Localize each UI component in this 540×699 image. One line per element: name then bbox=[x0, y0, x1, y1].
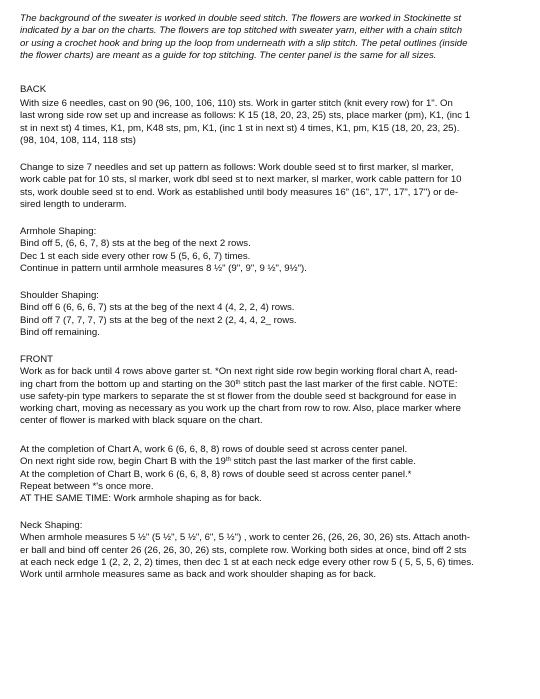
text-line: at each neck edge 1 (2, 2, 2, 2) times, then dec 1 st at each neck edge every other row 5 ( 5, 5, 5, 6) times. bbox=[20, 556, 474, 568]
text-line: When armhole measures 5 ½" (5 ½", 5 ½", 6", 5 ½") , work to center 26, (26, 26, 30, 26) sts. Attach anoth- bbox=[20, 532, 471, 544]
shoulder-shaping-section bbox=[20, 290, 520, 339]
text-line: work cable pat for 10 sts, sl marker, work dbl seed st to next marker, sl marker, work cable pattern for 10 bbox=[20, 174, 462, 186]
text-line: Repeat between *'s once more. bbox=[20, 480, 154, 492]
front-section bbox=[20, 354, 520, 428]
intro-line: or using a crochet hook and bring up the loop from underneath with a slip stitch. The petal outlines (inside bbox=[20, 37, 468, 49]
text-line: Dec 1 st each side every other row 5 (5, 6, 6, 7) times. bbox=[20, 250, 251, 262]
intro-line: the flower charts) are meant as a guide for top stitching. The center panel is the same for all sizes. bbox=[20, 49, 437, 61]
text-line: ing chart from the bottom up and starting on the 30th stitch past the last marker of the first cable. NOTE: bbox=[20, 378, 458, 390]
text-line: last wrong side row set up and increase as follows: K 15 (18, 20, 23, 25) sts, place marker (pm), K1, (inc 1 bbox=[20, 110, 471, 122]
armhole-shaping-section bbox=[20, 226, 520, 275]
front-heading: FRONT bbox=[20, 354, 54, 365]
neck-shaping-section bbox=[20, 520, 520, 581]
chart-instructions bbox=[20, 444, 520, 505]
ordinal-suffix: th bbox=[235, 379, 241, 386]
text-line: Continue in pattern until armhole measures 8 ½" (9", 9", 9 ½", 9½"). bbox=[20, 262, 307, 274]
text-line: Bind off 5, (6, 6, 7, 8) sts at the beg of the next 2 rows. bbox=[20, 238, 251, 250]
section-title: Armhole Shaping: bbox=[20, 226, 97, 237]
text-line: st in next st) 4 times, K1, pm, K48 sts, pm, K1, (inc 1 st in next st) 4 times, K1, pm, K15 (18, 20, 23, 25). bbox=[20, 122, 460, 134]
text-line: use safety-pin type markers to separate the st st flower from the double seed st background for ease in bbox=[20, 390, 457, 402]
text-line: Work until armhole measures same as back and work shoulder shaping as for back. bbox=[20, 569, 377, 581]
text-line: Bind off 6 (6, 6, 6, 7) sts at the beg of the next 4 (4, 2, 2, 4) rows. bbox=[20, 302, 295, 314]
intro-paragraph bbox=[20, 13, 520, 62]
section-title: Shoulder Shaping: bbox=[20, 290, 99, 301]
text-line: Bind off remaining. bbox=[20, 326, 100, 338]
text-line: er ball and bind off center 26 (26, 26, 30, 26) sts, complete row. Working both sides at once, bind off 2 sts bbox=[20, 544, 467, 556]
ordinal-suffix: th bbox=[225, 457, 231, 464]
text-line: On next right side row, begin Chart B with the 19th stitch past the last marker of the first cable. bbox=[20, 456, 416, 468]
text-line: Change to size 7 needles and set up pattern as follows: Work double seed st to first marker, sl marker, bbox=[20, 162, 454, 173]
intro-line: indicated by a bar on the charts. The flowers are top stitched with sweater yarn, either with a chain stitch bbox=[20, 25, 463, 37]
text-line: working chart, moving as necessary as you work up the chart from row to row. Also, place marker where bbox=[20, 403, 461, 415]
text-line: center of flower is marked with black square on the chart. bbox=[20, 415, 263, 427]
intro-line: The background of the sweater is worked in double seed stitch. The flowers are worked in Stockinette st bbox=[20, 13, 462, 24]
back-cast-on-paragraph bbox=[20, 98, 520, 147]
text-line: At the completion of Chart A, work 6 (6, 6, 8, 8) rows of double seed st across center panel. bbox=[20, 444, 408, 455]
text-line: Work as for back until 4 rows above garter st. *On next right side row begin working floral chart A, read- bbox=[20, 366, 458, 378]
back-pattern-paragraph bbox=[20, 162, 520, 211]
section-title: Neck Shaping: bbox=[20, 520, 83, 531]
text-line: At the completion of Chart B, work 6 (6, 6, 8, 8) rows of double seed st across center panel.* bbox=[20, 468, 412, 480]
text-line: sired length to underarm. bbox=[20, 198, 127, 210]
text-line: Bind off 7 (7, 7, 7, 7) sts at the beg of the next 2 (2, 4, 4, 2_ rows. bbox=[20, 314, 297, 326]
text-line: (98, 104, 108, 114, 118 sts) bbox=[20, 134, 136, 146]
text-line: With size 6 needles, cast on 90 (96, 100, 106, 110) sts. Work in garter stitch (knit every row) for 1". On bbox=[20, 98, 453, 109]
text-line: AT THE SAME TIME: Work armhole shaping as for back. bbox=[20, 493, 262, 505]
back-heading: BACK bbox=[20, 84, 47, 95]
text-line: sts, work double seed st to end. Work as established until body measures 16" (16", 17", 17", 17") or de- bbox=[20, 186, 459, 198]
